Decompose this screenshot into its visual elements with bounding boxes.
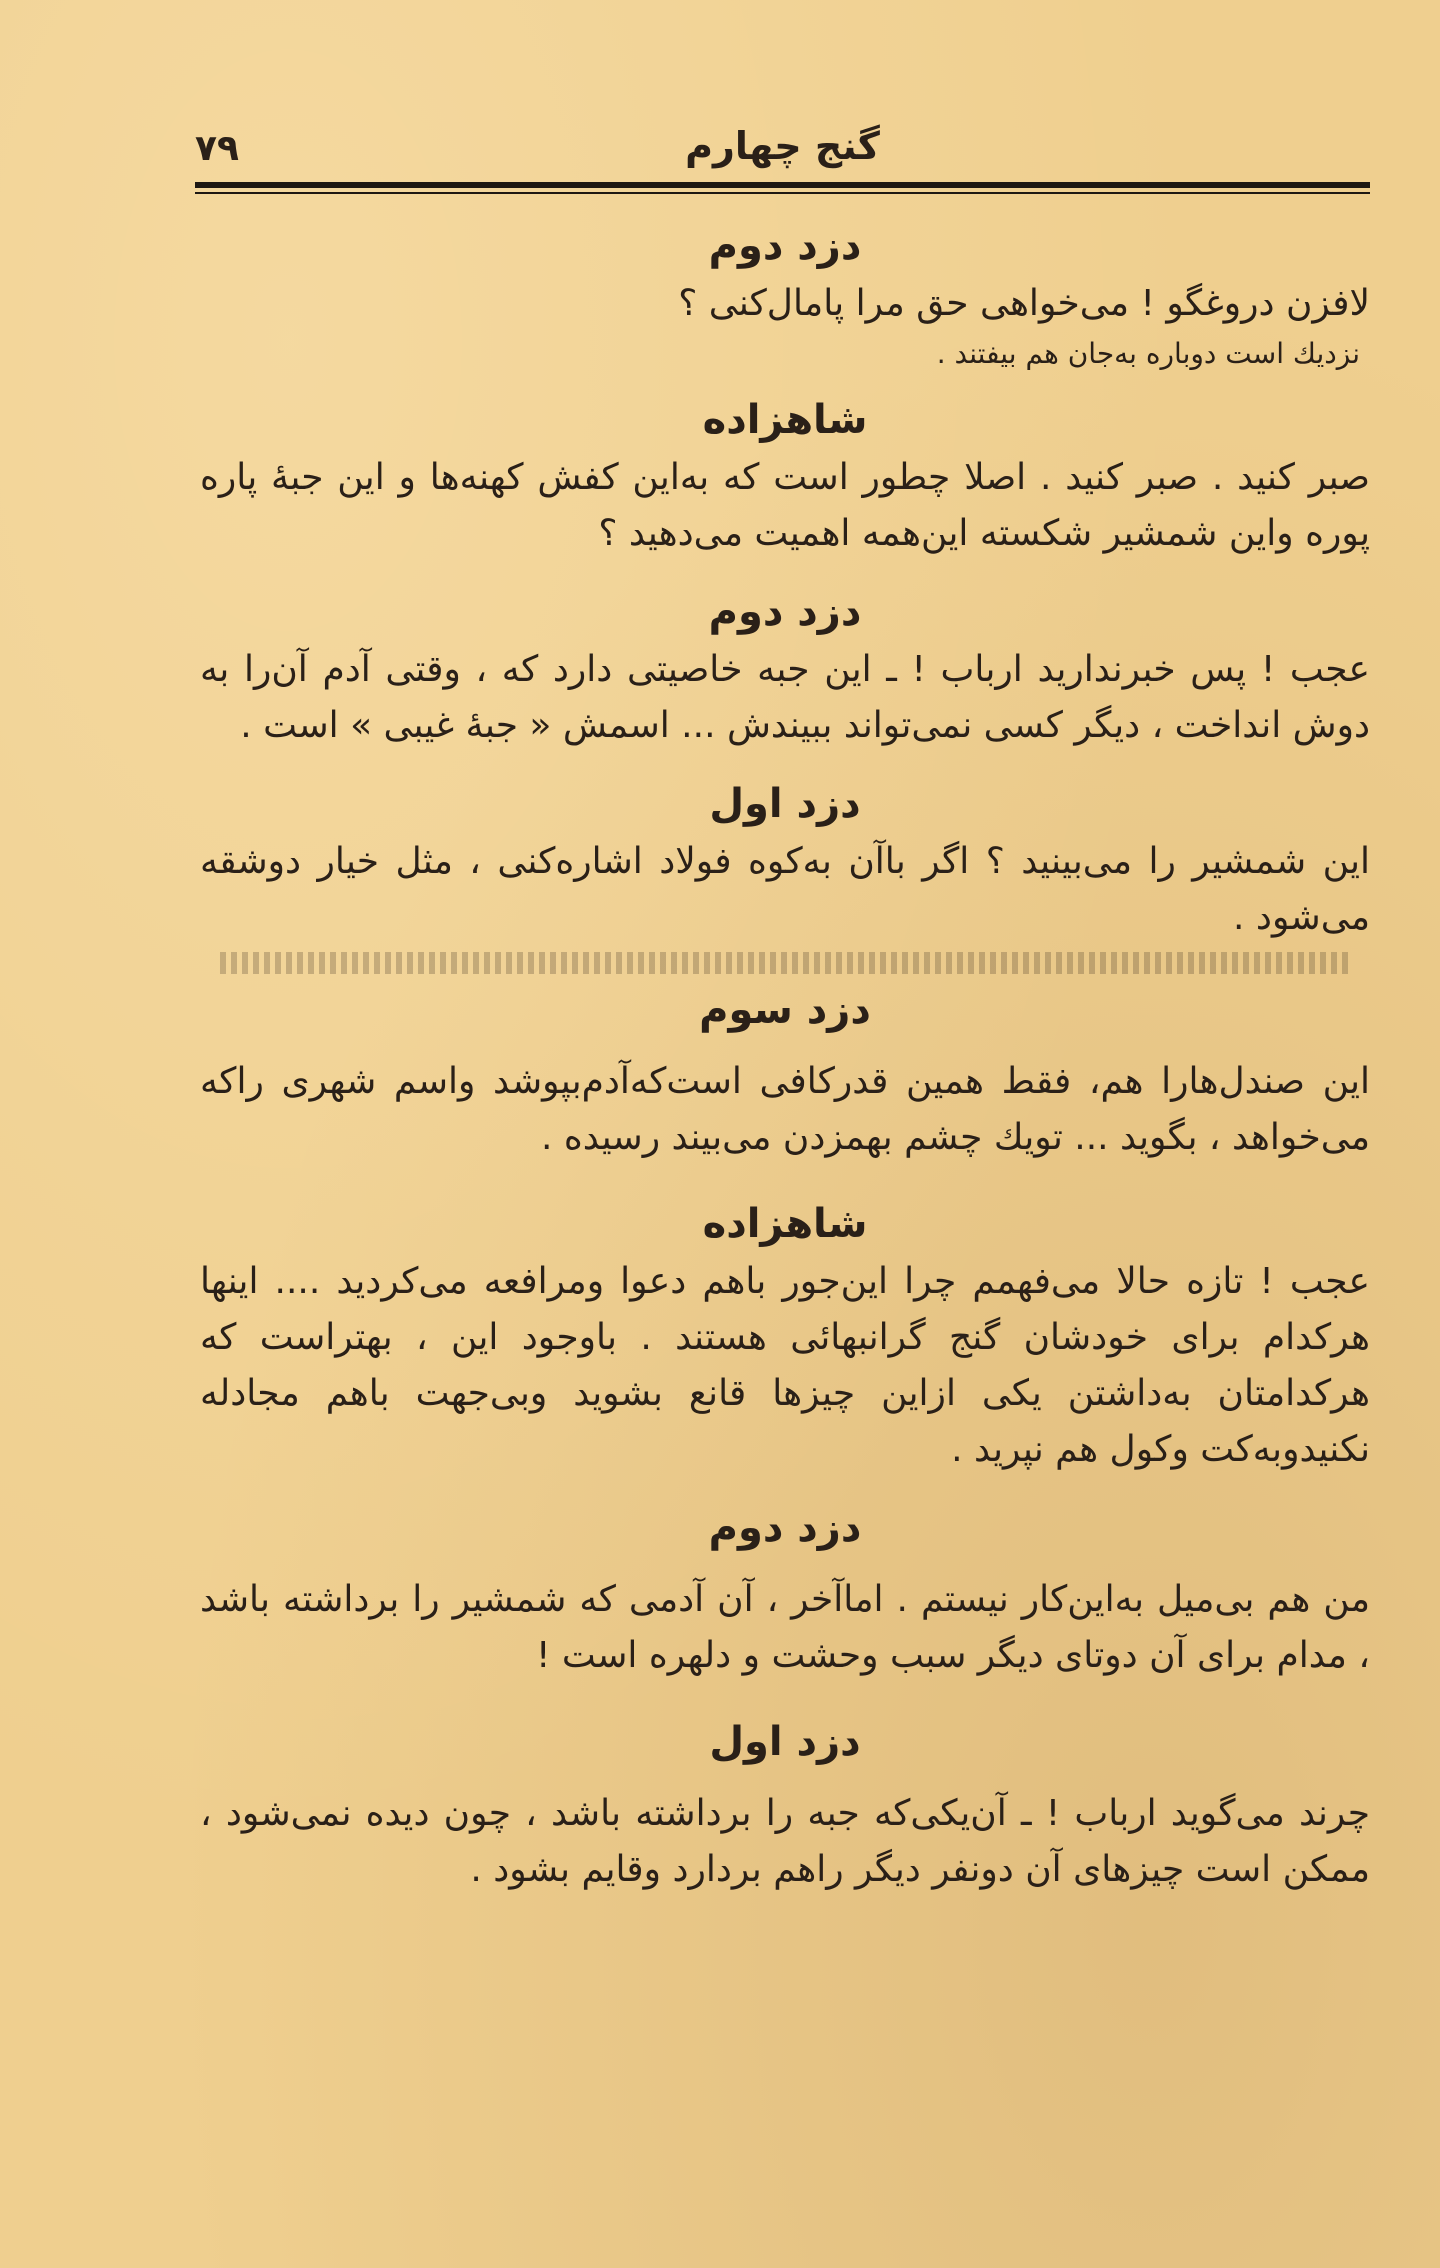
speech-text	[200, 450, 1370, 562]
speaker-name: دزد اول	[709, 781, 861, 827]
speech-paragraph: این صندل‌هارا هم، فقط همین قدرکافی است‌که‌آدم‌بپوشد واسم شهری راکه می‌خواهد ، بگوید ... تویك چشم بهمزدن می‌بیند رسیده .	[200, 1061, 1370, 1158]
dialogue-block	[200, 390, 1370, 562]
dialogue-block	[200, 980, 1370, 1166]
speech-paragraph: من هم بی‌میل به‌این‌کار نیستم . اماآخر ، آن آدمی که شمشیر را برداشته باشد ، مدام برای آن دوتای دیگر سبب وحشت و دلهره است !	[200, 1579, 1370, 1676]
dialogue-block	[200, 582, 1370, 754]
speaker-name: دزد دوم	[708, 223, 862, 269]
page-header	[195, 118, 1370, 178]
play-text	[200, 210, 1370, 1898]
speech-paragraph: لافزن دروغگو ! می‌خواهی حق مرا پامال‌کنی ؟	[678, 283, 1370, 324]
speech-paragraph: چرند می‌گوید ارباب ! ـ آن‌یکی‌که جبه را برداشته باشد ، چون دیده نمی‌شود ، ممکن است چیزهای آن دونفر دیگر راهم بردارد وقایم بشود .	[200, 1793, 1370, 1890]
speech-text	[200, 642, 1370, 754]
speaker-name: شاهزاده	[702, 397, 868, 443]
speech-paragraph: عجب ! تازه حالا می‌فهمم چرا این‌جور باهم دعوا ومرافعه می‌کردید .... اینها هرکدام برای خودشان گنج گرانبهائی هستند . باوجود این ، بهتراست که هرکدامتان به‌داشتن یکی ازاین چیزها قانع بشوید وبی‌جهت باهم مجادله نکنیدوبه‌کت وکول هم نپرید .	[200, 1261, 1370, 1470]
speaker-name: دزد دوم	[708, 589, 862, 635]
dialogue-block	[200, 774, 1370, 974]
speech-text	[200, 1254, 1370, 1478]
speaker-name: دزد اول	[709, 1719, 861, 1765]
stage-direction: نزدیك است دوباره به‌جان هم بیفتند .	[936, 337, 1360, 370]
dialogue-block	[200, 1498, 1370, 1684]
speech-paragraph: عجب ! پس خبرندارید ارباب ! ـ این جبه خاصیتی دارد که ، وقتی آدم آن‌را به دوش انداخت ، دیگر کسی نمی‌تواند ببیندش ... اسمش « جبهٔ غیبی » است .	[200, 649, 1370, 746]
speech-text	[200, 1572, 1370, 1684]
print-smudge	[220, 952, 1350, 974]
page-number: ۷۹	[195, 128, 239, 169]
speech-text	[200, 1054, 1370, 1166]
header-rule-thick	[195, 182, 1370, 188]
speech-paragraph: این شمشیر را می‌بینید ؟ اگر باآن به‌کوه فولاد اشاره‌کنی ، مثل خیار دوشقه می‌شود .	[200, 841, 1370, 938]
speech-text	[200, 834, 1370, 946]
speech-paragraph: صبر کنید . صبر کنید . اصلا چطور است که به‌این کفش کهنه‌ها و این جبهٔ پاره پوره واین شمشیر شکسته این‌همه اهمیت می‌دهید ؟	[200, 457, 1370, 554]
dialogue-block	[200, 216, 1370, 376]
running-title: گنج چهارم	[685, 124, 880, 168]
speaker-name: دزد سوم	[699, 987, 871, 1033]
dialogue-block	[200, 1712, 1370, 1898]
header-rule-thin	[195, 192, 1370, 194]
speaker-name: شاهزاده	[702, 1201, 868, 1247]
speech-text	[200, 276, 1370, 332]
speech-text	[200, 1786, 1370, 1898]
speaker-name: دزد دوم	[708, 1505, 862, 1551]
dialogue-block	[200, 1194, 1370, 1478]
